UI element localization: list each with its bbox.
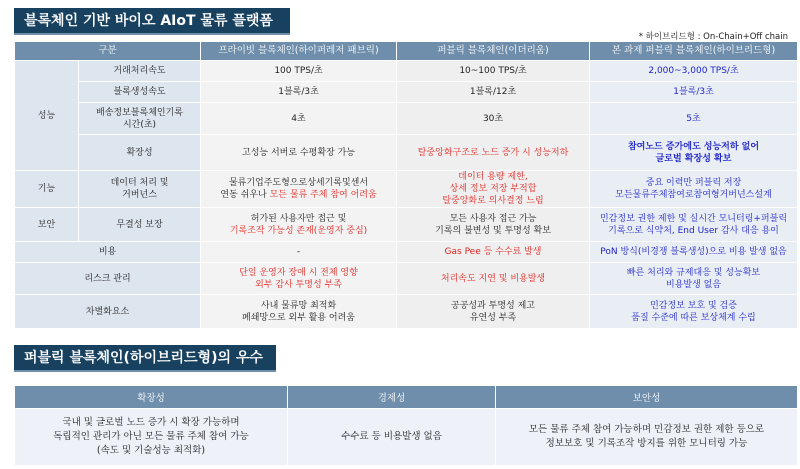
cell-line: 연동 쉬우나: [220, 190, 270, 200]
cell-line: 중요 이력만 퍼블릭 저장: [645, 178, 742, 188]
row-label: [79, 171, 201, 208]
table-header-row: [15, 42, 798, 61]
cell-hybrid: 5초: [590, 103, 798, 135]
cell-hybrid: [590, 208, 798, 242]
cell-line: 모든물류주체참여로참여형거버넌스설계: [615, 190, 772, 200]
cell-line: 기록으로 식약처, End User 감사 대응 용이: [608, 225, 779, 236]
table-row: [15, 242, 798, 263]
cell-public: 탈중앙화구조로 노드 증가 시 성능저하: [397, 135, 590, 171]
summary-header-row: [15, 386, 798, 409]
cell-hybrid: [590, 295, 798, 329]
summary-line: 수수료 등 비용발생 없음: [341, 431, 442, 442]
page-title: 블록체인 기반 바이오 AIoT 물류 플랫폼: [14, 8, 290, 35]
summary-table: [14, 385, 798, 466]
cell-public: Gas Pee 등 수수료 발생: [397, 242, 590, 263]
section-title: 퍼블릭 블록체인(하이브리드형)의 우수: [14, 345, 276, 372]
cell-line: 참여노드 증가에도 성능저하 없어: [627, 141, 760, 152]
header-hybrid: 본 과제 퍼블릭 블록체인(하이브리드형): [590, 42, 798, 61]
category-function: 기능: [15, 171, 79, 208]
cell-hybrid: 1블록/3초: [590, 82, 798, 103]
cell-public: 10~100 TPS/초: [397, 61, 590, 82]
table-row: [15, 171, 798, 208]
cell-public: 30초: [397, 103, 590, 135]
cell-line: 상세 정보 저장 부적합: [449, 184, 537, 194]
summary-line: 모든 물류 주체 참여 가능하며 민감정보 권한 제한 등으로: [528, 424, 765, 435]
row-label-line: 배송정보블록체인기록: [96, 107, 183, 118]
cell-line-highlight: 기록조작 가능성 존재(운영자 중심): [229, 225, 368, 236]
cell-line-highlight: 모든 물류 주체 참여 어려움: [269, 190, 377, 200]
header-public: 퍼블릭 블록체인(이더리움): [397, 42, 590, 61]
table-row: [15, 208, 798, 242]
cell-hybrid: [590, 171, 798, 208]
table-row: [15, 82, 798, 103]
cell-line: 탈중앙화로 의사결정 느림: [442, 196, 544, 206]
cell-hybrid: [590, 263, 798, 295]
summary-scalability: [15, 409, 288, 466]
cell-private: 4초: [201, 103, 397, 135]
cell-line: 모든 사용자 접근 가능: [449, 213, 537, 224]
table-row: [15, 263, 798, 295]
cell-line: 공공성과 투명성 제고: [451, 300, 535, 311]
category-performance: 성능: [15, 61, 79, 171]
summary-security: [496, 409, 798, 466]
hybrid-note: * 하이브리드형 : On-Chain+Off chain: [638, 32, 788, 42]
cell-line: 비용발생 없음: [666, 279, 722, 290]
summary-line: (속도 및 기술성능 최적화): [96, 445, 206, 456]
summary-header-scalability: 확장성: [15, 386, 288, 409]
cell-line: 데이터 용량 제한,: [458, 172, 528, 182]
cell-line: 물류기업주도형으로상세기록및센서: [228, 178, 369, 188]
cell-line: 사내 물류망 최적화: [260, 300, 337, 311]
row-label-line: 데이터 처리 및: [110, 178, 169, 188]
table-row: [15, 135, 798, 171]
table-row: [15, 61, 798, 82]
row-label: 블록생성속도: [79, 82, 201, 103]
cell-line: 빠른 처리와 규제대응 및 성능확보: [626, 267, 761, 278]
cell-line: 민감정보 권한 제한 및 실시간 모니터링+퍼블릭: [599, 213, 788, 224]
cell-private: 고성능 서버로 수평확장 가능: [201, 135, 397, 171]
comparison-table: [14, 41, 798, 329]
table-row: [15, 295, 798, 329]
cell-line: 단일 운영자 장애 시 전체 영향: [239, 267, 358, 278]
cell-public: [397, 171, 590, 208]
cell-hybrid: [590, 135, 798, 171]
row-label: 확장성: [79, 135, 201, 171]
row-label: 비용: [15, 242, 201, 263]
summary-header-economy: 경제성: [288, 386, 496, 409]
summary-row: [15, 409, 798, 466]
cell-public: [397, 295, 590, 329]
row-label-line: 시간(초): [122, 119, 157, 130]
cell-line: 외부 감사 투명성 부족: [255, 279, 342, 290]
row-label: [79, 103, 201, 135]
cell-private: 1블록/3초: [201, 82, 397, 103]
table-row: [15, 103, 798, 135]
cell-public: 1블록/12초: [397, 82, 590, 103]
row-label: 무결성 보장: [79, 208, 201, 242]
cell-line: 유연성 부족: [469, 312, 517, 323]
cell-private: 100 TPS/초: [201, 61, 397, 82]
cell-private: [201, 208, 397, 242]
cell-line: 민감정보 보호 및 검증: [650, 300, 737, 311]
cell-private: [201, 295, 397, 329]
summary-line: 독립적인 관리가 아닌 모든 물류 주체 참여 가능: [53, 431, 249, 442]
cell-line: 품질 수준에 따른 보상체계 수립: [631, 312, 756, 323]
cell-line: 허가된 사용자만 접근 및: [250, 213, 347, 224]
cell-public: [397, 208, 590, 242]
summary-line: 국내 및 글로벌 노드 증가 시 확장 가능하며: [62, 417, 240, 428]
cell-hybrid: 2,000~3,000 TPS/초: [590, 61, 798, 82]
cell-private: [201, 171, 397, 208]
cell-public: 처리속도 지연 및 비용발생: [397, 263, 590, 295]
cell-line: 글로벌 확장성 확보: [655, 153, 732, 164]
summary-economy: [288, 409, 496, 466]
header-private: 프라이빗 블록체인(하이퍼레저 패브릭): [201, 42, 397, 61]
row-label: 거래처리속도: [79, 61, 201, 82]
header-category: 구분: [15, 42, 201, 61]
row-label-line: 거버넌스: [122, 190, 157, 200]
cell-line: 기록의 불변성 및 투명성 확보: [435, 225, 551, 236]
cell-hybrid: PoN 방식(비경쟁 블록생성)으로 비용 발생 없음: [590, 242, 798, 263]
category-security: 보안: [15, 208, 79, 242]
cell-private: [201, 263, 397, 295]
cell-private: -: [201, 242, 397, 263]
summary-header-security: 보안성: [496, 386, 798, 409]
cell-line: 폐쇄망으로 외부 활용 어려움: [242, 312, 355, 323]
row-label: 리스크 관리: [15, 263, 201, 295]
row-label: 차별화요소: [15, 295, 201, 329]
summary-line: 정보보호 및 기록조작 방지를 위한 모니터링 가능: [545, 438, 748, 449]
